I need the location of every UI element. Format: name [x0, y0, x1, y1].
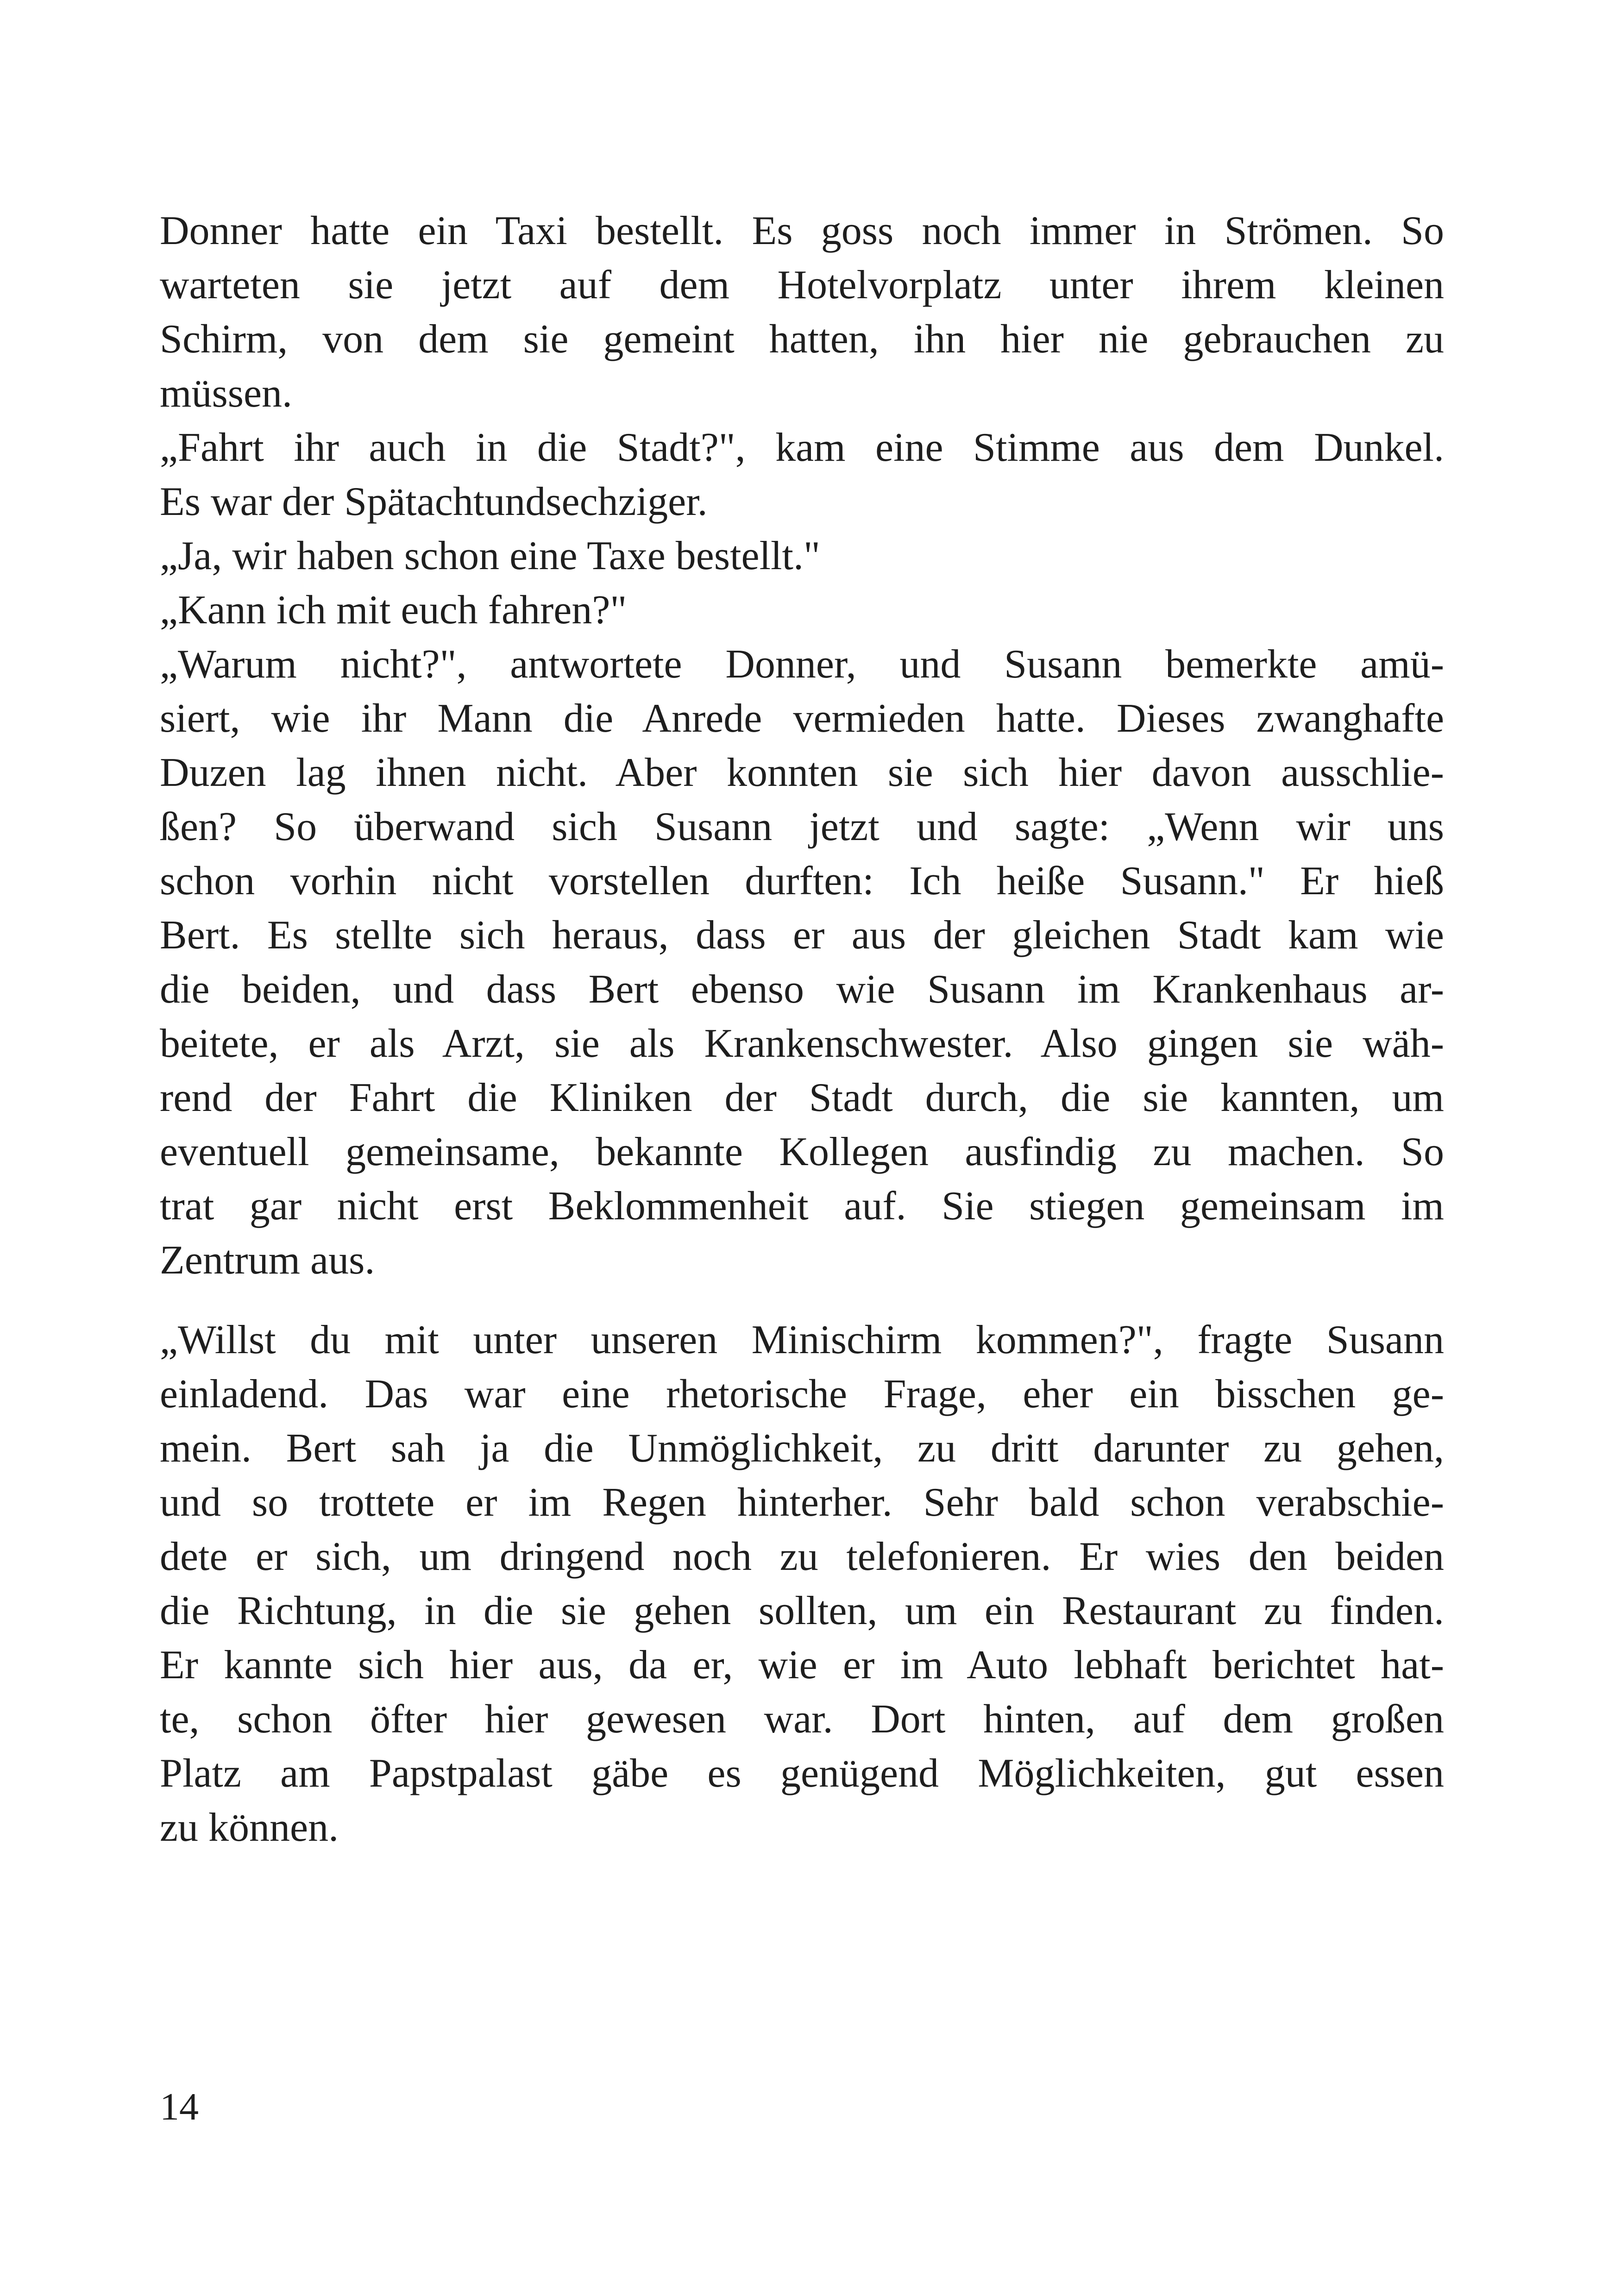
text-line: warteten sie jetzt auf dem Hotelvorplatz unter ihrem kleinen [160, 263, 1444, 307]
text-line: Platz am Papstpalast gäbe es genügend Möglichkeiten, gut essen [160, 1751, 1444, 1796]
text-line: müssen. [160, 371, 292, 416]
text-line: Bert. Es stellte sich heraus, dass er aus der gleichen Stadt kam wie [160, 913, 1444, 958]
text-line: rend der Fahrt die Kliniken der Stadt durch, die sie kannten, um [160, 1075, 1444, 1120]
text-line: und so trottete er im Regen hinterher. Sehr bald schon verabschie- [160, 1480, 1444, 1525]
text-line: Er kannte sich hier aus, da er, wie er im Auto lebhaft berichtet hat- [160, 1643, 1444, 1687]
text-line: schon vorhin nicht vorstellen durften: Ich heiße Susann." Er hieß [160, 859, 1444, 903]
paragraph-1 [160, 204, 1444, 1287]
text-line: ßen? So überwand sich Susann jetzt und sagte: „Wenn wir uns [160, 804, 1444, 849]
text-line: Es war der Spätachtundsechziger. [160, 479, 708, 524]
text-line: siert, wie ihr Mann die Anrede vermieden hatte. Dieses zwanghafte [160, 696, 1444, 741]
text-line: te, schon öfter hier gewesen war. Dort hinten, auf dem großen [160, 1697, 1444, 1742]
text-line: die beiden, und dass Bert ebenso wie Susann im Krankenhaus ar- [160, 967, 1444, 1012]
text-line: „Fahrt ihr auch in die Stadt?", kam eine Stimme aus dem Dunkel. [160, 425, 1444, 470]
page-number: 14 [160, 2085, 199, 2128]
text-line: Schirm, von dem sie gemeint hatten, ihn hier nie gebrauchen zu [160, 317, 1444, 362]
paragraph-2 [160, 1313, 1444, 1855]
text-line: „Warum nicht?", antwortete Donner, und Susann bemerkte amü- [160, 642, 1444, 687]
text-line: „Kann ich mit euch fahren?" [160, 588, 627, 633]
text-line: eventuell gemeinsame, bekannte Kollegen ausfindig zu machen. So [160, 1129, 1444, 1174]
text-line: Duzen lag ihnen nicht. Aber konnten sie sich hier davon ausschlie- [160, 750, 1444, 795]
text-line: Zentrum aus. [160, 1238, 375, 1283]
text-line: beitete, er als Arzt, sie als Krankenschwester. Also gingen sie wäh- [160, 1021, 1444, 1066]
text-line: „Willst du mit unter unseren Minischirm kommen?", fragte Susann [160, 1317, 1444, 1362]
text-line: dete er sich, um dringend noch zu telefonieren. Er wies den beiden [160, 1534, 1444, 1579]
text-line: die Richtung, in die sie gehen sollten, um ein Restaurant zu finden. [160, 1588, 1444, 1633]
text-line: trat gar nicht erst Beklommenheit auf. Sie stiegen gemeinsam im [160, 1184, 1444, 1229]
text-line: zu können. [160, 1805, 339, 1850]
text-line: „Ja, wir haben schon eine Taxe bestellt." [160, 533, 820, 578]
text-line: Donner hatte ein Taxi bestellt. Es goss noch immer in Strömen. So [160, 208, 1444, 253]
text-line: mein. Bert sah ja die Unmöglichkeit, zu dritt darunter zu gehen, [160, 1426, 1444, 1471]
text-line: einladend. Das war eine rhetorische Frage, eher ein bisschen ge- [160, 1372, 1444, 1417]
